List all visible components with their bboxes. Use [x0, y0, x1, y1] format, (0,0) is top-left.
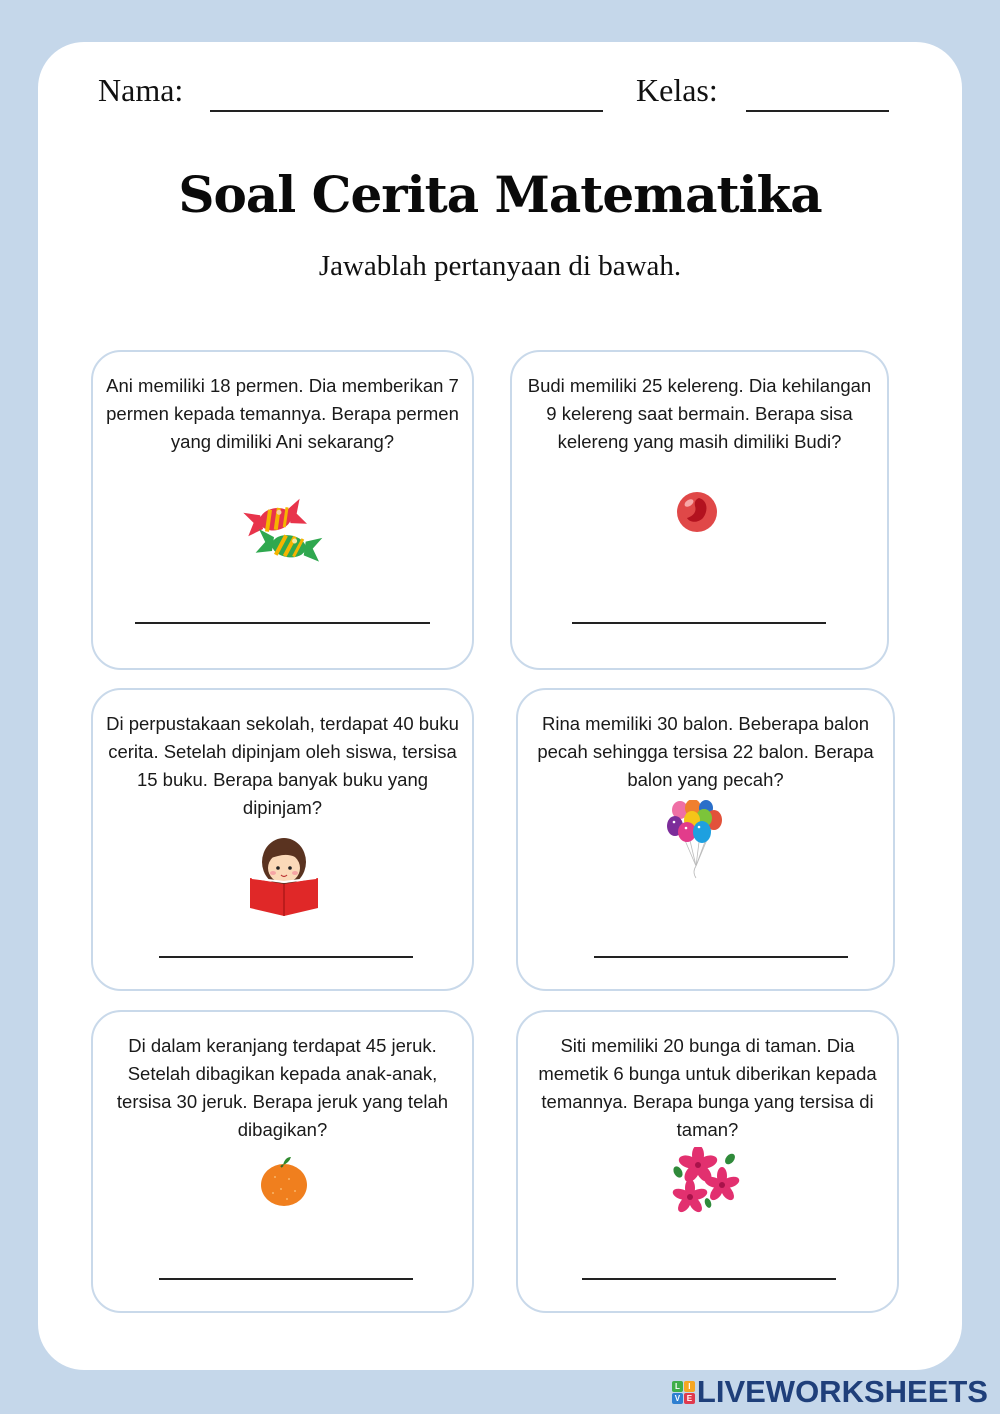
logo-letter: V [672, 1393, 683, 1404]
orange-icon [259, 1155, 309, 1207]
logo-letter: I [684, 1381, 695, 1392]
question-card-2 [510, 350, 889, 670]
girl-reading-icon [248, 832, 320, 916]
candy-icon [241, 497, 327, 567]
answer-line-3[interactable] [159, 956, 413, 958]
question-text: Ani memiliki 18 permen. Dia memberikan 7 permen kepada temannya. Berapa permen yang dimiliki Ani sekarang? [106, 375, 459, 452]
question-card-4 [516, 688, 895, 991]
name-label: Nama: [98, 72, 184, 108]
brand-name: LIVEWORKSHEETS [696, 1374, 988, 1409]
balloons-icon [666, 800, 726, 880]
marble-icon [675, 490, 719, 534]
question-text: Budi memiliki 25 kelereng. Dia kehilangan 9 kelereng saat bermain. Berapa sisa kelereng yang masih dimiliki Budi? [527, 375, 872, 452]
page-title: Soal Cerita Matematika [178, 165, 822, 224]
answer-line-1[interactable] [135, 622, 430, 624]
page-subtitle: Jawablah pertanyaan di bawah. [318, 250, 682, 282]
question-card-5 [91, 1010, 474, 1313]
class-answer-line[interactable] [746, 110, 889, 112]
question-card-3 [91, 688, 474, 991]
question-text: Rina memiliki 30 balon. Beberapa balon pecah sehingga tersisa 22 balon. Berapa balon yang pecah? [537, 713, 874, 790]
logo-letter: E [684, 1393, 695, 1404]
logo-letter: L [672, 1381, 683, 1392]
question-card-1 [91, 350, 474, 670]
answer-line-6[interactable] [582, 1278, 836, 1280]
liveworksheets-brand [672, 1374, 988, 1410]
answer-line-5[interactable] [159, 1278, 413, 1280]
question-text: Di dalam keranjang terdapat 45 jeruk. Setelah dibagikan kepada anak-anak, tersisa 30 jeruk. Berapa jeruk yang telah dibagikan? [116, 1035, 449, 1140]
flowers-icon [668, 1147, 744, 1217]
question-text: Siti memiliki 20 bunga di taman. Dia memetik 6 bunga untuk diberikan kepada temannya. Berapa bunga yang tersisa di taman? [538, 1035, 877, 1140]
name-answer-line[interactable] [210, 110, 603, 112]
live-logo-icon [672, 1381, 695, 1404]
answer-line-2[interactable] [572, 622, 826, 624]
question-card-6 [516, 1010, 899, 1313]
class-label: Kelas: [636, 72, 718, 108]
answer-line-4[interactable] [594, 956, 848, 958]
question-text: Di perpustakaan sekolah, terdapat 40 buku cerita. Setelah dipinjam oleh siswa, tersisa 15 buku. Berapa banyak buku yang dipinjam? [106, 713, 459, 818]
